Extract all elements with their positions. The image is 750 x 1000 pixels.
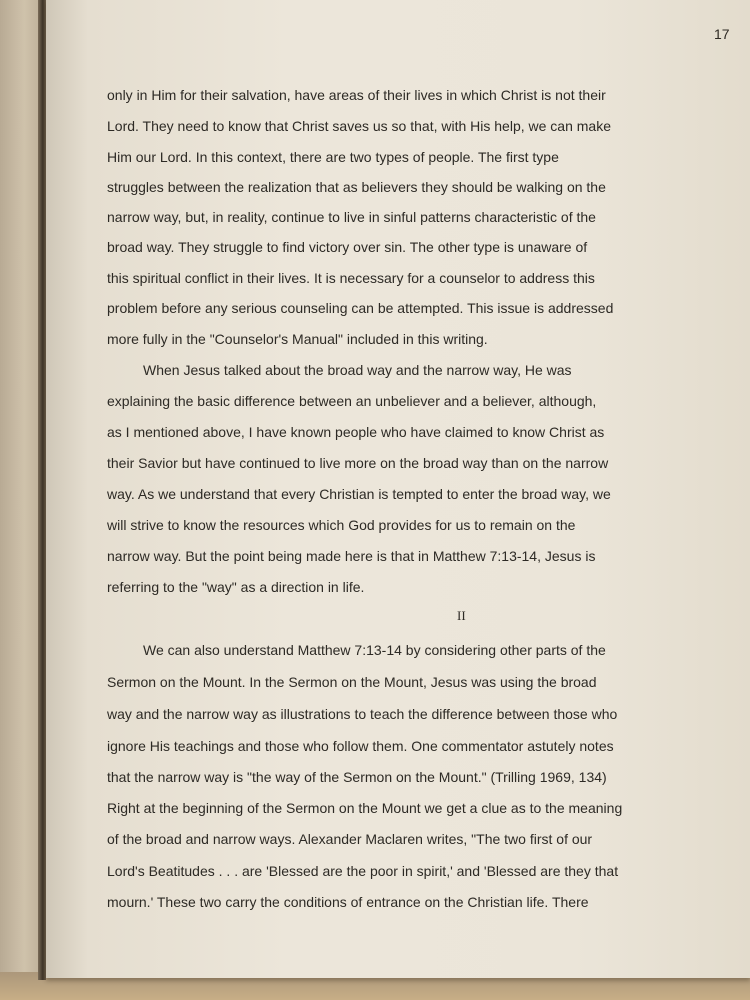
text-line: Right at the beginning of the Sermon on the Mount we get a clue as to the meaning — [107, 800, 623, 816]
text-line: this spiritual conflict in their lives. It is necessary for a counselor to address this — [107, 270, 595, 286]
text-line: that the narrow way is "the way of the Sermon on the Mount." (Trilling 1969, 134) — [107, 769, 607, 785]
text-line: Lord's Beatitudes . . . are 'Blessed are the poor in spirit,' and 'Blessed are they that — [107, 863, 619, 879]
text-line: more fully in the "Counselor's Manual" included in this writing. — [107, 331, 488, 347]
section-marker: II — [457, 608, 466, 623]
book-gutter — [38, 0, 46, 980]
paragraph-first-line: We can also understand Matthew 7:13-14 by considering other parts of the — [143, 642, 606, 658]
text-line: as I mentioned above, I have known people who have claimed to know Christ as — [107, 424, 605, 440]
text-line: mourn.' These two carry the conditions of entrance on the Christian life. There — [107, 894, 589, 910]
document-page — [46, 0, 750, 978]
text-line: their Savior but have continued to live more on the broad way than on the narrow — [107, 455, 609, 471]
text-line: way and the narrow way as illustrations to teach the difference between those who — [107, 706, 618, 722]
text-line: only in Him for their salvation, have areas of their lives in which Christ is not their — [107, 87, 606, 103]
text-line: Sermon on the Mount. In the Sermon on the Mount, Jesus was using the broad — [107, 674, 597, 690]
text-line: of the broad and narrow ways. Alexander Maclaren writes, "The two first of our — [107, 831, 593, 847]
text-line: narrow way, but, in reality, continue to live in sinful patterns characteristic of the — [107, 209, 596, 225]
page-number: 17 — [714, 26, 730, 42]
text-line: problem before any serious counseling can be attempted. This issue is addressed — [107, 300, 614, 316]
text-line: way. As we understand that every Christian is tempted to enter the broad way, we — [107, 486, 611, 502]
text-line: explaining the basic difference between an unbeliever and a believer, although, — [107, 393, 597, 409]
text-line: broad way. They struggle to find victory over sin. The other type is unaware of — [107, 239, 588, 255]
text-line: struggles between the realization that as believers they should be walking on the — [107, 179, 606, 195]
text-line: narrow way. But the point being made here is that in Matthew 7:13-14, Jesus is — [107, 548, 596, 564]
text-line: referring to the "way" as a direction in life. — [107, 579, 365, 595]
text-line: Lord. They need to know that Christ saves us so that, with His help, we can make — [107, 118, 611, 134]
text-line: will strive to know the resources which God provides for us to remain on the — [107, 517, 576, 533]
text-line: Him our Lord. In this context, there are two types of people. The first type — [107, 149, 559, 165]
text-line: ignore His teachings and those who follow them. One commentator astutely notes — [107, 738, 614, 754]
paragraph-first-line: When Jesus talked about the broad way and the narrow way, He was — [143, 362, 572, 378]
